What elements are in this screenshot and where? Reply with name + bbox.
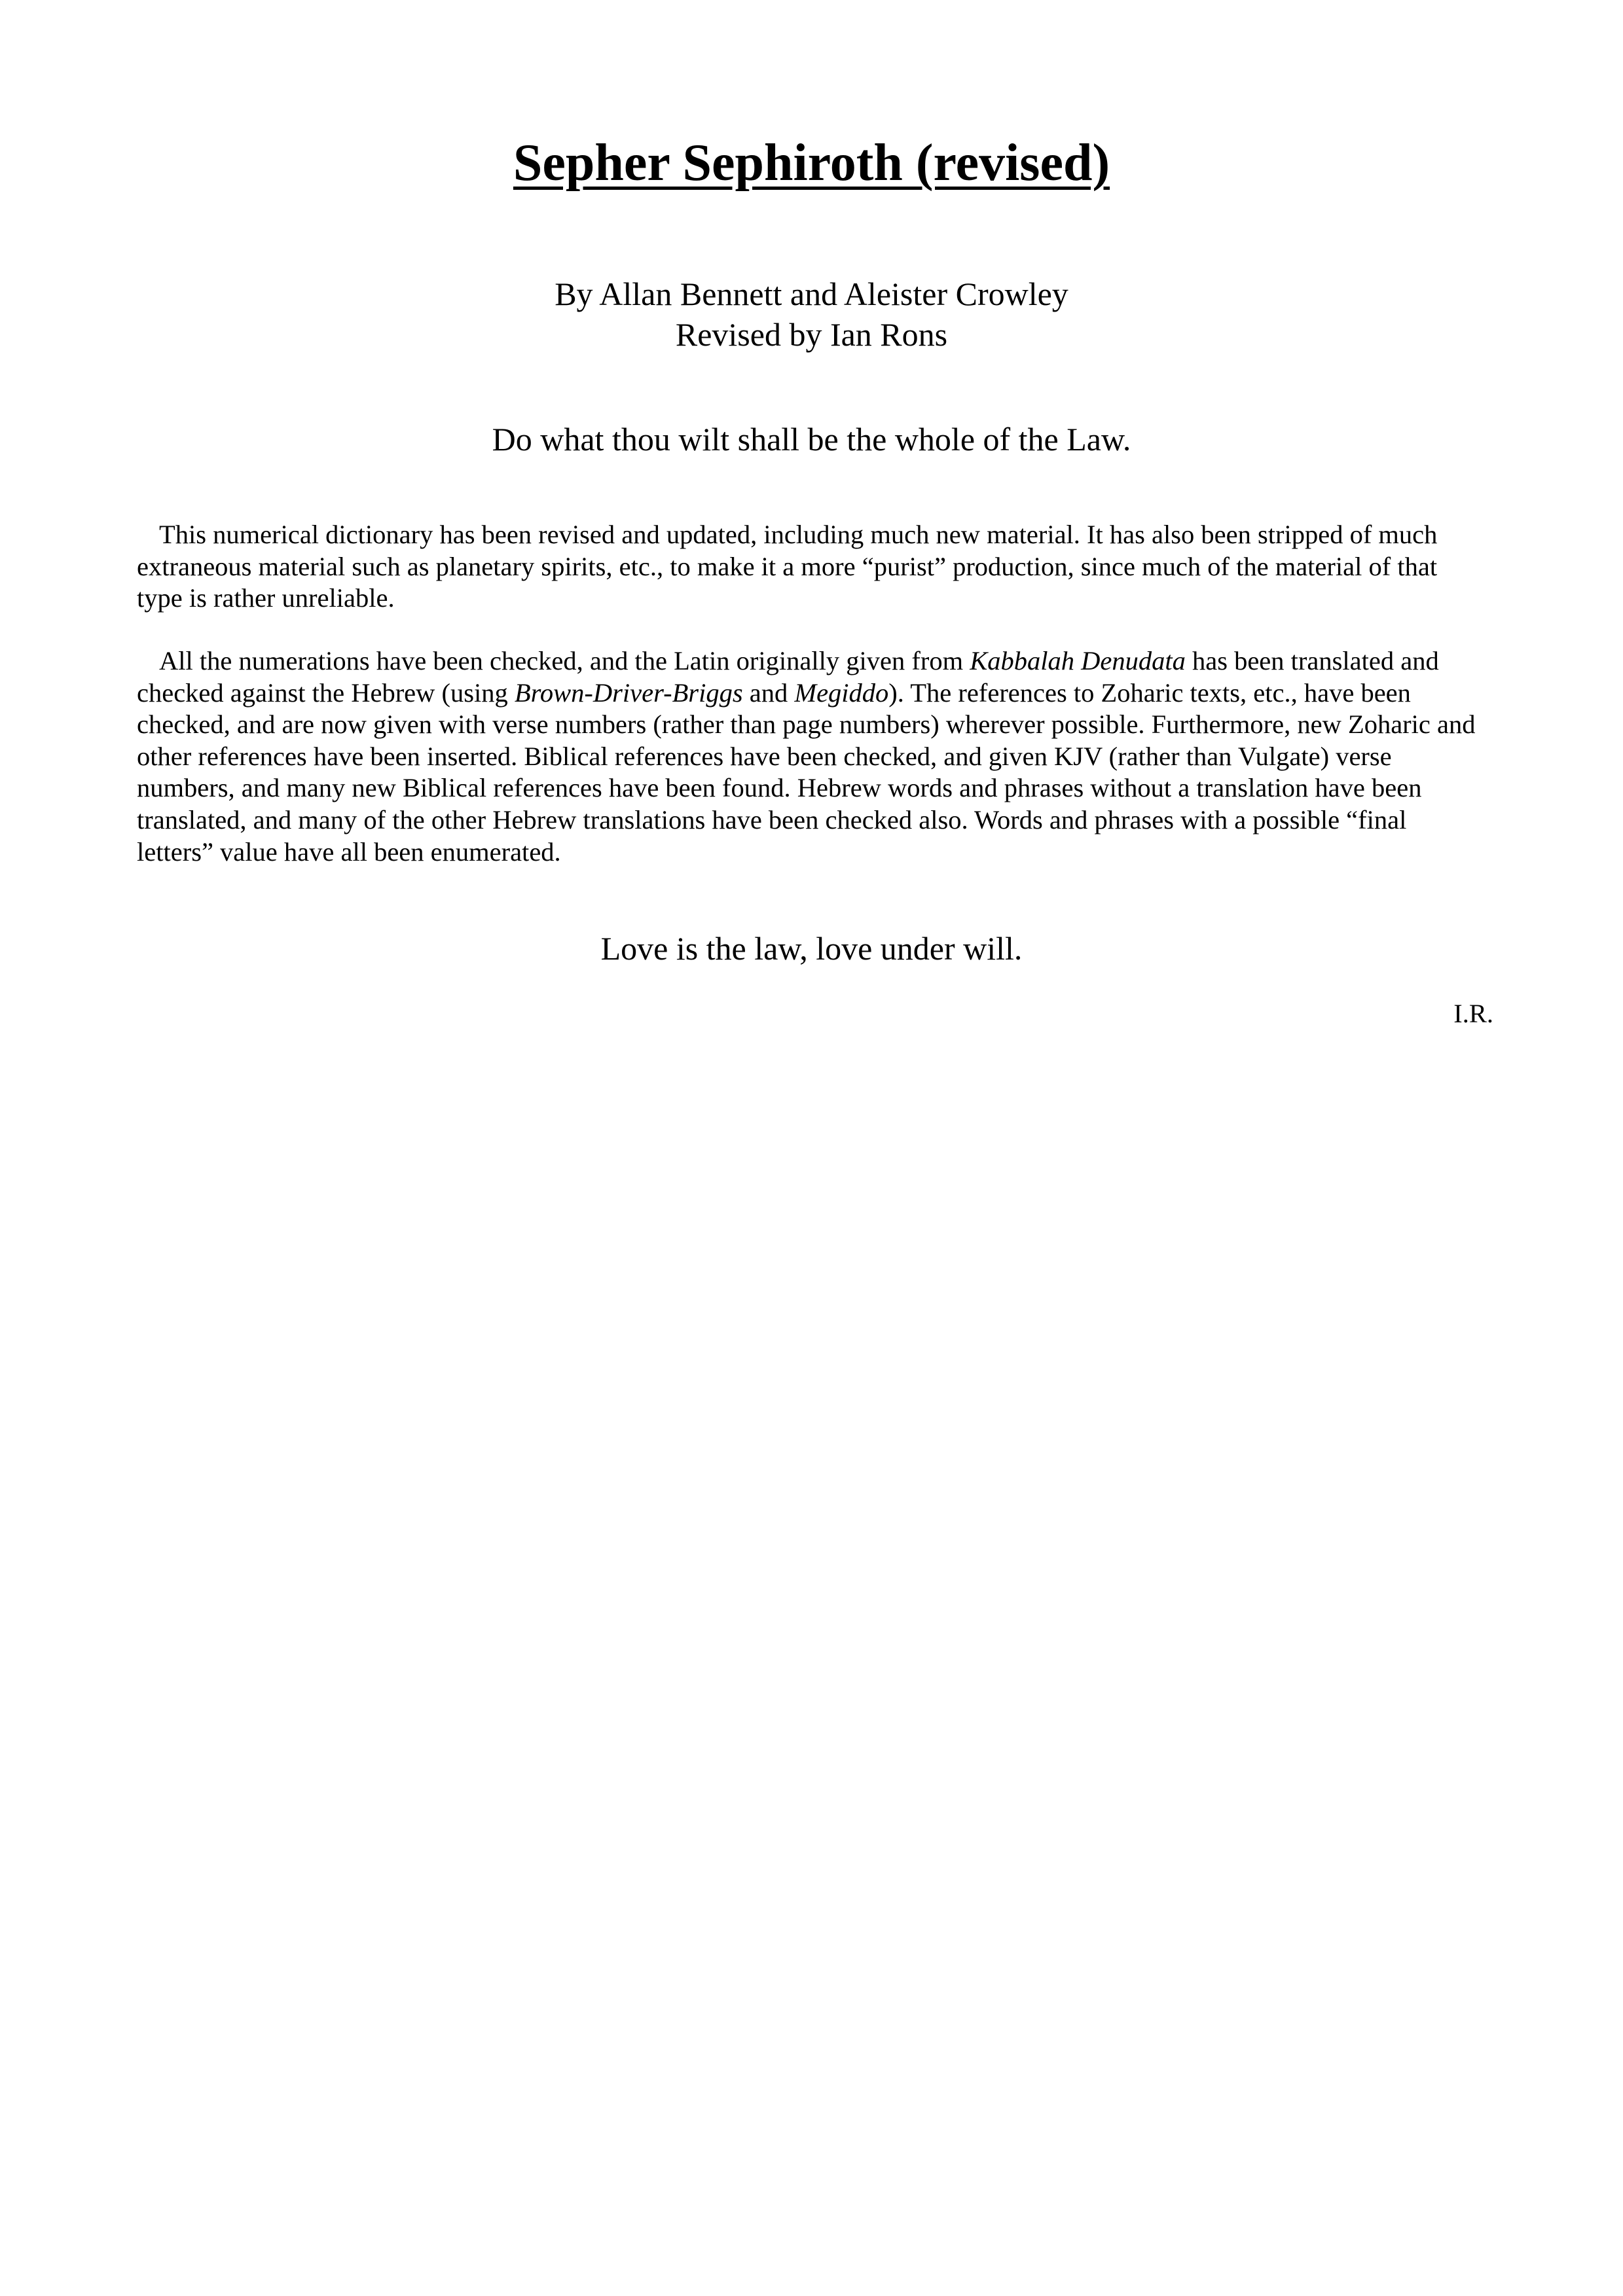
- closing-motto: Love is the law, love under will.: [600, 930, 1023, 967]
- byline: [0, 274, 1623, 355]
- intro-paragraph-text: This numerical dictionary has been revised and updated, including much new material. It has also been stripped of much extraneous material such as planetary spirits, etc., to make it a more “purist” production, since much of the material of that type is rather unreliable.: [137, 520, 1438, 613]
- revision-notes-paragraph: [137, 645, 1486, 868]
- paragraph-text: ). The references to Zoharic texts, etc., have been checked, and are now given with verse numbers (rather than page numbers) wherever possible. Furthermore, new Zoharic and other references have been inserted. Biblical references have been checked, and given KJV (rather than Vulgate) verse numbers, and many new Biblical references have been found. Hebrew words and phrases without a translation have been translated, and many of the other Hebrew translations have been checked also. Words and phrases with a possible “final letters” value have all been enumerated.: [137, 677, 1476, 867]
- book-title-kabbalah-denudata: Kabbalah Denudata: [970, 646, 1186, 675]
- revised-line: Revised by Ian Rons: [675, 316, 948, 353]
- document-title: Sepher Sephiroth (revised): [513, 134, 1110, 192]
- opening-motto: Do what thou wilt shall be the whole of the Law.: [492, 421, 1131, 457]
- paragraph-text: All the numerations have been checked, and the Latin originally given from: [159, 646, 970, 675]
- book-title-brown-driver-briggs: Brown-Driver-Briggs: [514, 677, 743, 708]
- authors-line: By Allan Bennett and Aleister Crowley: [555, 276, 1068, 312]
- paragraph-text: has been translated and checked against the Hebrew (using: [137, 646, 1439, 708]
- signature: I.R.: [1453, 999, 1493, 1028]
- book-title-megiddo: Megiddo: [794, 677, 889, 708]
- intro-paragraph: [137, 519, 1486, 615]
- paragraph-text: and: [742, 677, 795, 708]
